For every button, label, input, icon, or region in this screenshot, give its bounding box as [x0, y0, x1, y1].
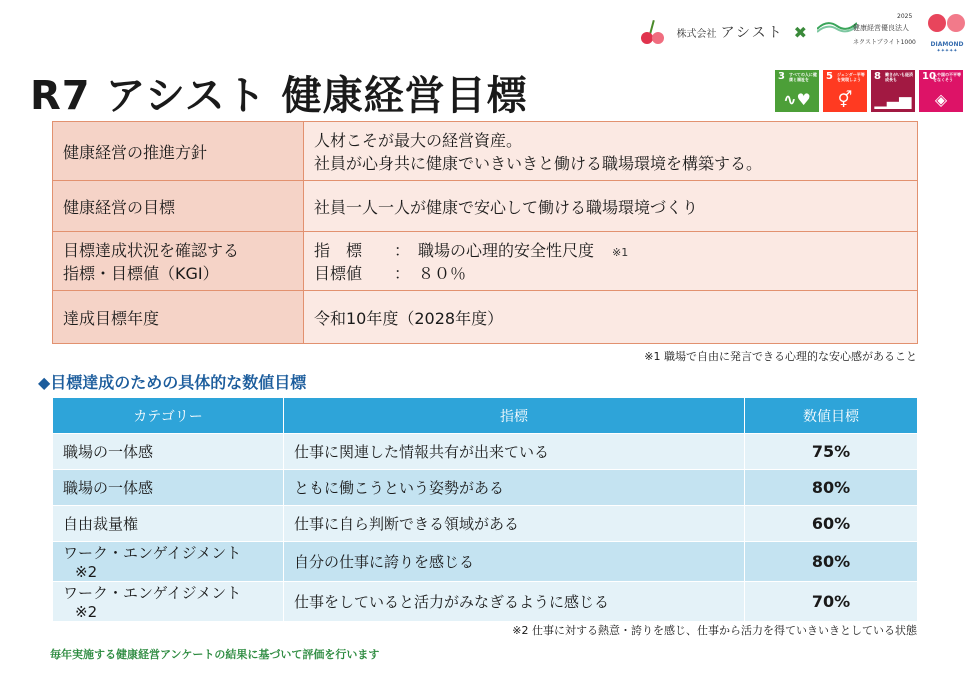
row-label: 目標達成状況を確認する 指標・目標値（KGI） — [53, 232, 304, 291]
sdg-10-icon: 10 人や国の不平等をなくそう ◈ — [919, 70, 963, 112]
cherry-logo-icon — [639, 18, 667, 46]
stars-icon: ✦✦✦✦✦ — [936, 48, 958, 54]
indicator-cell: 自分の仕事に誇りを感じる — [284, 542, 745, 582]
indicator-cell: 仕事をしていると活力がみなぎるように感じる — [284, 582, 745, 622]
header-logos — [639, 8, 967, 56]
wave-icon — [817, 19, 857, 33]
policy-table — [52, 121, 918, 344]
sdgs-icons — [775, 70, 963, 112]
table-row — [53, 582, 918, 622]
table-row — [53, 470, 918, 506]
company-name: 株式会社 アシスト — [676, 25, 784, 41]
table-header-row — [53, 398, 918, 434]
category-cell: 職場の一体感 — [53, 434, 284, 470]
footer-note: 毎年実施する健康経営アンケートの結果に基づいて評価を行います — [50, 648, 380, 661]
cross-icon: ✖ — [793, 22, 807, 42]
value-cell: 60% — [745, 506, 918, 542]
indicator-cell: 仕事に関連した情報共有が出来ている — [284, 434, 745, 470]
table-row — [53, 122, 918, 181]
sdg-8-icon: 8 働きがいも経済成長も ▁▃▅ — [871, 70, 915, 112]
footnote-mark: ※1 — [612, 246, 629, 259]
row-value: 社員一人一人が健康で安心して働ける職場環境づくり — [304, 181, 918, 232]
value-cell: 80% — [745, 470, 918, 506]
targets-table — [52, 397, 918, 622]
footnote-1: ※1 職場で自由に発言できる心理的な安心感があること — [644, 350, 917, 363]
category-cell: ワーク・エンゲイジメント※2 — [53, 582, 284, 622]
row-label: 健康経営の目標 — [53, 181, 304, 232]
category-cell: 自由裁量権 — [53, 506, 284, 542]
row-value: 指 標 ： 職場の心理的安全性尺度 ※1 目標値 ： ８０％ — [304, 232, 918, 291]
category-cell: 職場の一体感 — [53, 470, 284, 506]
face-icon — [928, 14, 946, 32]
indicator-cell: ともに働こうという姿勢がある — [284, 470, 745, 506]
row-value: 人材こそが最大の経営資産。 社員が心身共に健康でいきいきと働ける職場環境を構築する。 — [304, 122, 918, 181]
indicator-cell: 仕事に自ら判断できる領域がある — [284, 506, 745, 542]
table-row — [53, 232, 918, 291]
table-row — [53, 542, 918, 582]
footnote-2: ※2 仕事に対する熱意・誇りを感じ、仕事から活力を得ていきいきとしている状態 — [512, 624, 917, 637]
value-cell: 80% — [745, 542, 918, 582]
row-label: 達成目標年度 — [53, 291, 304, 344]
col-header-value: 数値目標 — [745, 398, 918, 434]
col-header-category: カテゴリー — [53, 398, 284, 434]
table-row — [53, 291, 918, 344]
row-label: 健康経営の推進方針 — [53, 122, 304, 181]
table-row — [53, 506, 918, 542]
value-cell: 75% — [745, 434, 918, 470]
table-row — [53, 181, 918, 232]
row-value: 令和10年度（2028年度） — [304, 291, 918, 344]
category-cell: ワーク・エンゲイジメント※2 — [53, 542, 284, 582]
sdg-5-icon: 5 ジェンダー平等を実現しよう ⚥ — [823, 70, 867, 112]
diamond-logo: DIAMOND ✦✦✦✦✦ — [927, 10, 967, 54]
section-title: ◆目標達成のための具体的な数値目標 — [38, 373, 307, 392]
kenko-keiei-logo: 2025 健康経営優良法人 ネクストブライト1000 — [817, 13, 917, 51]
sdg-3-icon: 3 すべての人に健康と福祉を ∿♥ — [775, 70, 819, 112]
table-row — [53, 434, 918, 470]
face-icon — [947, 14, 965, 32]
col-header-indicator: 指標 — [284, 398, 745, 434]
page-title: R7 アシスト 健康経営目標 — [30, 73, 528, 119]
value-cell: 70% — [745, 582, 918, 622]
